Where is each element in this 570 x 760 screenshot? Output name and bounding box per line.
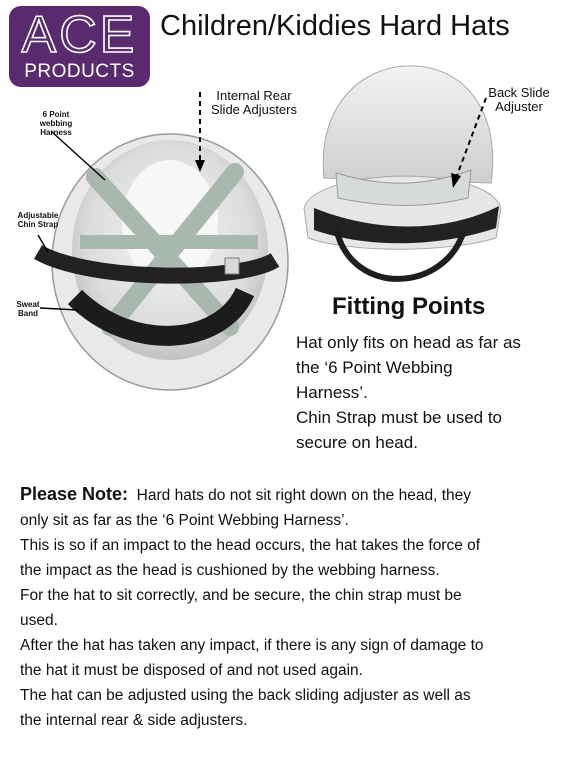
fitting-line: Hat only fits on head as far as	[296, 333, 521, 352]
hard-hat-inside-photo	[30, 92, 295, 392]
note-line: the internal rear & side adjusters.	[20, 712, 248, 729]
logo-products-text: PRODUCTS	[24, 61, 135, 82]
fitting-line: the ‘6 Point Webbing	[296, 358, 453, 377]
note-line: The hat can be adjusted using the back sliding adjuster as well as	[20, 687, 471, 704]
label-chin-strap: Adjustable Chin Strap	[17, 211, 59, 229]
hat-dome	[323, 66, 492, 183]
ace-products-logo	[9, 6, 150, 87]
logo-ace-text: ACE	[21, 6, 138, 64]
note-line	[20, 482, 560, 508]
note-line: For the hat to sit correctly, and be secure, the chin strap must be	[20, 587, 462, 604]
note-line: the hat it must be disposed of and not used again.	[20, 662, 363, 679]
fitting-points-text	[296, 330, 566, 455]
note-line: After the hat has taken any impact, if there is any sign of damage to	[20, 637, 484, 654]
note-line: used.	[20, 612, 58, 629]
label-harness: 6 Point webbing Harness	[39, 110, 73, 137]
please-note-label: Please Note:	[20, 484, 129, 504]
fitting-line: secure on head.	[296, 433, 418, 452]
note-line: only sit as far as the ‘6 Point Webbing Harness’.	[20, 512, 349, 529]
page-title: Children/Kiddies Hard Hats	[160, 10, 510, 42]
label-rear-adjusters: Internal Rear Slide Adjusters	[211, 88, 297, 117]
note-first-line: Hard hats do not sit right down on the head, they	[136, 487, 471, 504]
label-sweat-band: Sweat Band	[16, 300, 40, 318]
callout-arrow-harness	[52, 132, 105, 180]
note-line: This is so if an impact to the head occurs, the hat takes the force of	[20, 537, 481, 554]
fitting-line: Chin Strap must be used to	[296, 408, 503, 427]
label-back-adjuster: Back Slide Adjuster	[488, 85, 550, 114]
fitting-line: Harness’.	[296, 383, 368, 402]
note-line: the impact as the head is cushioned by the webbing harness.	[20, 562, 440, 579]
fitting-points-heading: Fitting Points	[332, 293, 486, 320]
please-note-section	[20, 482, 560, 733]
